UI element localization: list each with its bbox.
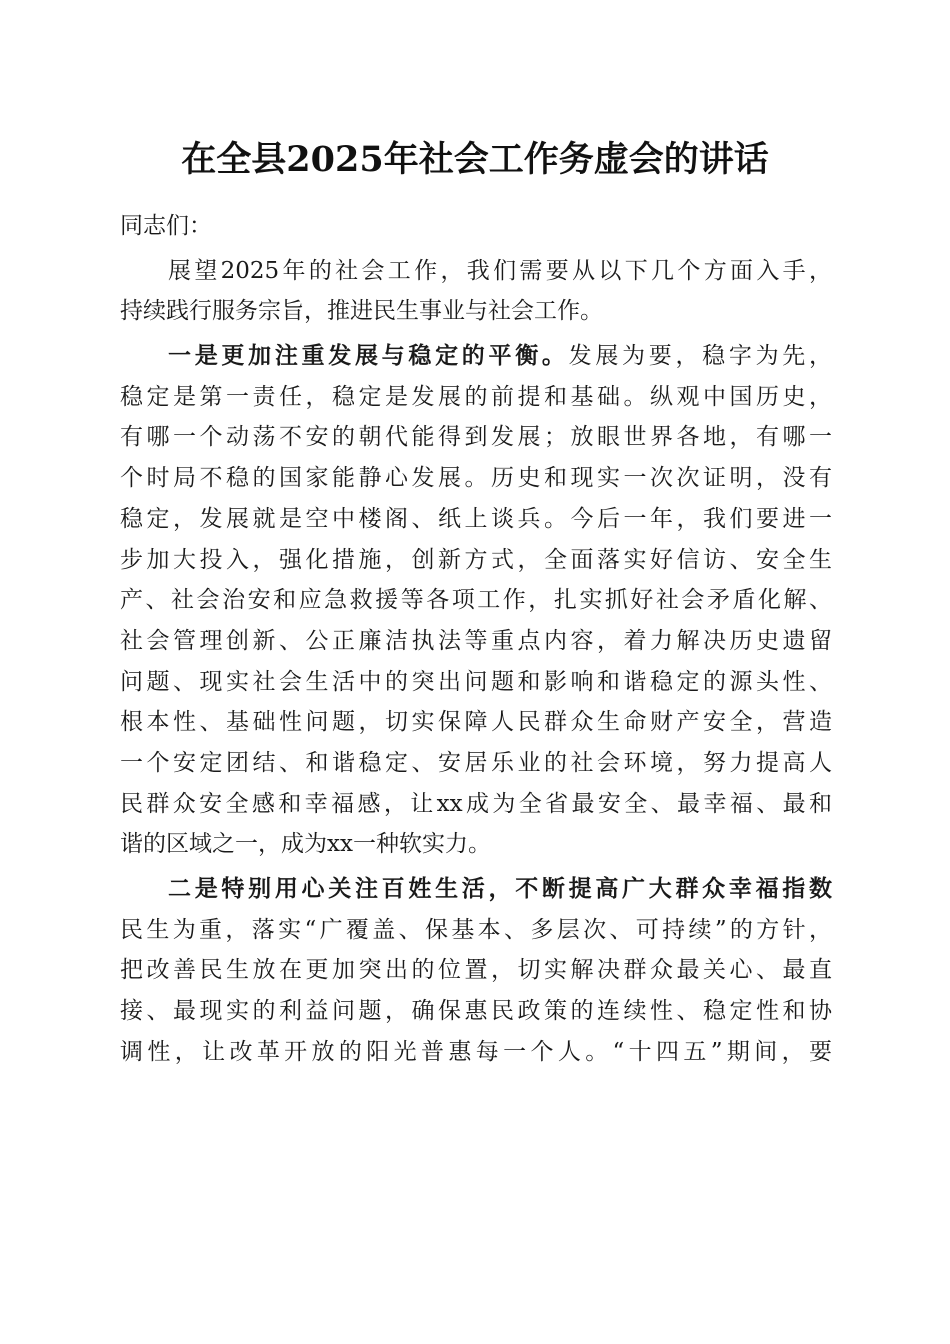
paragraph-2-line: 谐的区域之一，成为xx一种软实力。 [120,831,491,858]
paragraph-2-line: 产、社会治安和应急救援等各项工作，扎实抓好社会矛盾化解、 [120,587,832,614]
paragraph-2-first-line [120,336,832,377]
paragraph-2-line: 步加大投入，强化措施，创新方式，全面落实好信访、安全生 [120,546,832,573]
document-body [120,206,832,1072]
paragraph-3-lead: 二是特别用心关注百姓生活，不断提高广大群众幸福指数 [168,875,832,902]
paragraph-2-lead: 一是更加注重发展与稳定的平衡。 [168,342,569,370]
paragraph-3-line: 民生为重，落实“广覆盖、保基本、多层次、可持续”的方针， [120,916,832,943]
paragraph-2-line: 稳定，发展就是空中楼阁、纸上谈兵。今后一年，我们要进一 [120,505,832,532]
salutation: 同志们： [120,213,212,239]
document-title: 在全县2025年社会工作务虚会的讲话 [181,139,769,180]
paragraph-2-line: 有哪一个动荡不安的朝代能得到发展；放眼世界各地，有哪一 [120,424,832,451]
paragraph-1-line: 持续践行服务宗旨，推进民生事业与社会工作。 [120,298,603,325]
paragraph-2-first-line-rest: 发展为要，稳字为先， [568,343,833,370]
paragraph-3-line: 调性，让改革开放的阳光普惠每一个人。“十四五”期间，要 [120,1038,832,1065]
paragraph-2-line: 民群众安全感和幸福感，让xx成为全省最安全、最幸福、最和 [120,790,832,817]
paragraph-3-first-line [120,869,832,910]
paragraph-2-line: 根本性、基础性问题，切实保障人民群众生命财产安全，营造 [120,709,832,736]
paragraph-2-line: 问题、现实社会生活中的突出问题和影响和谐稳定的源头性、 [120,668,832,695]
paragraph-3-line: 接、最现实的利益问题，确保惠民政策的连续性、稳定性和协 [120,998,832,1025]
paragraph-2-line: 个时局不稳的国家能静心发展。历史和现实一次次证明，没有 [120,465,832,492]
paragraph-3-line: 把改善民生放在更加突出的位置，切实解决群众最关心、最直 [120,957,832,984]
paragraph-2-line: 稳定是第一责任，稳定是发展的前提和基础。纵观中国历史， [120,383,832,410]
paragraph-2-line: 一个安定团结、和谐稳定、安居乐业的社会环境，努力提高人 [120,749,832,776]
paragraph-2-line: 社会管理创新、公正廉洁执法等重点内容，着力解决历史遗留 [120,627,832,654]
paragraph-1-line: 展望2025年的社会工作，我们需要从以下几个方面入手， [168,257,832,284]
